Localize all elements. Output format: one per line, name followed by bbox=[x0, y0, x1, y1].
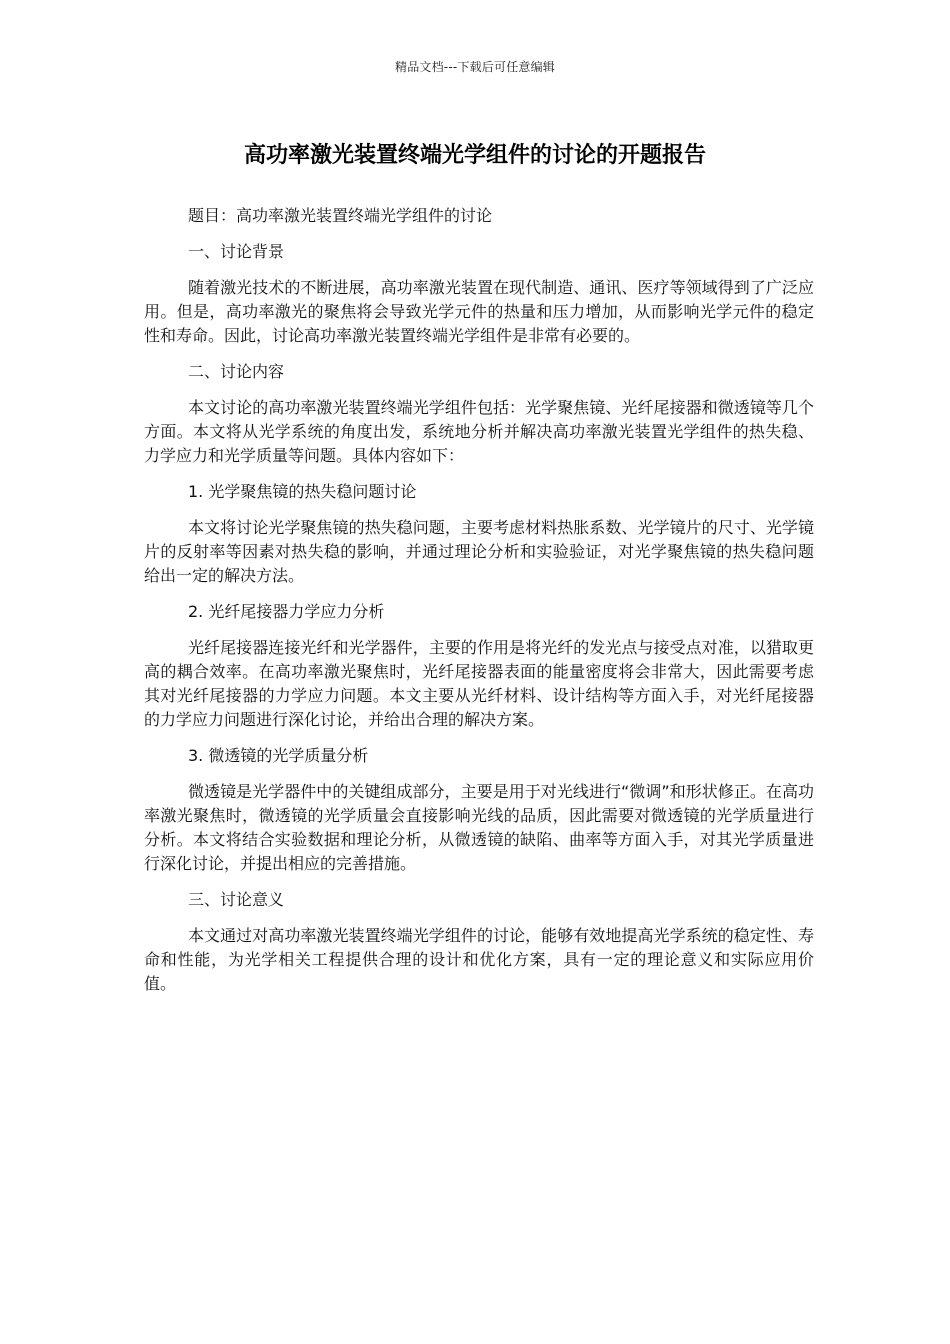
page-header: 精品文档---下载后可任意编辑 bbox=[395, 60, 555, 74]
paragraph-fiber-connector: 光纤尾接器连接光纤和光学器件，主要的作用是将光纤的发光点与接受点对准，以猎取更高的耦合效率。在高功率激光聚焦时，光纤尾接器表面的能量密度将会非常大，因此需要考虑其对光纤尾接器的力学应力问题。本文主要从光纤材料、设计结构等方面入手，对光纤尾接器的力学应力问题进行深化讨论，并给出合理的解决方案。 bbox=[144, 638, 814, 729]
document-body bbox=[144, 204, 814, 1008]
paragraph-background: 随着激光技术的不断进展，高功率激光装置在现代制造、通讯、医疗等领域得到了广泛应用。但是，高功率激光的聚焦将会导致光学元件的热量和压力增加，从而影响光学元件的稳定性和寿命。因此，讨论高功率激光装置终端光学组件是非常有必要的。 bbox=[144, 278, 814, 345]
paragraph-content-intro: 本文讨论的高功率激光装置终端光学组件包括：光学聚焦镜、光纤尾接器和微透镜等几个方面。本文将从光学系统的角度出发，系统地分析并解决高功率激光装置光学组件的热失稳、力学应力和光学质量等问题。具体内容如下： bbox=[144, 398, 814, 465]
topic-line: 题目：高功率激光装置终端光学组件的讨论 bbox=[188, 206, 493, 225]
section-heading-content: 二、讨论内容 bbox=[188, 362, 285, 381]
subheading-focusing-mirror: 1. 光学聚焦镜的热失稳问题讨论 bbox=[188, 482, 417, 501]
paragraph-significance: 本文通过对高功率激光装置终端光学组件的讨论，能够有效地提高光学系统的稳定性、寿命和性能，为光学相关工程提供合理的设计和优化方案，具有一定的理论意义和实际应用价值。 bbox=[144, 926, 814, 993]
paragraph-focusing-mirror: 本文将讨论光学聚焦镜的热失稳问题，主要考虑材料热胀系数、光学镜片的尺寸、光学镜片的反射率等因素对热失稳的影响，并通过理论分析和实验验证，对光学聚焦镜的热失稳问题给出一定的解决方法。 bbox=[144, 518, 814, 585]
paragraph-microlens: 微透镜是光学器件中的关键组成部分，主要是用于对光线进行“微调”和形状修正。在高功率激光聚焦时，微透镜的光学质量会直接影响光线的品质，因此需要对微透镜的光学质量进行分析。本文将结合实验数据和理论分析，从微透镜的缺陷、曲率等方面入手，对其光学质量进行深化讨论，并提出相应的完善措施。 bbox=[144, 782, 814, 873]
section-heading-significance: 三、讨论意义 bbox=[188, 890, 285, 909]
document-title: 高功率激光装置终端光学组件的讨论的开题报告 bbox=[243, 143, 706, 168]
subheading-microlens: 3. 微透镜的光学质量分析 bbox=[188, 746, 369, 765]
subheading-fiber-connector: 2. 光纤尾接器力学应力分析 bbox=[188, 602, 385, 621]
section-heading-background: 一、讨论背景 bbox=[188, 242, 285, 261]
